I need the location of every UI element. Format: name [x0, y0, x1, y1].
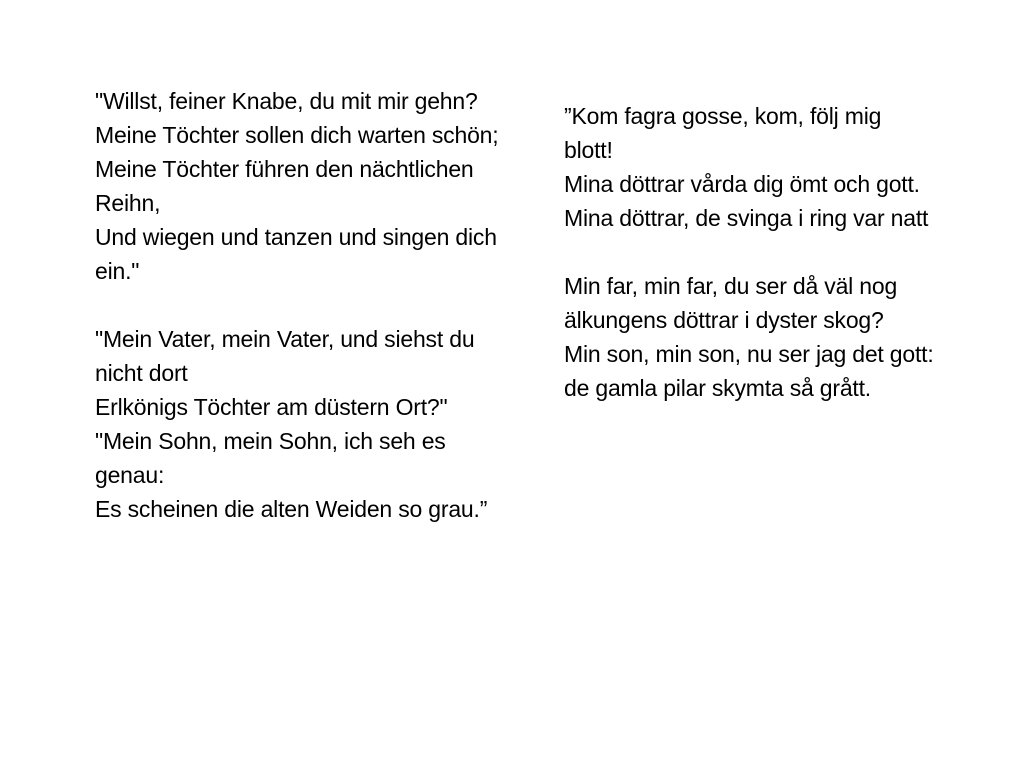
text-line: Min far, min far, du ser då väl nog — [564, 273, 898, 299]
text-line: "Willst, feiner Knabe, du mit mir gehn? — [95, 88, 478, 114]
swedish-stanza-2 — [564, 269, 934, 405]
german-stanza-2 — [95, 322, 515, 526]
swedish-text-column — [564, 99, 934, 405]
text-line: Es scheinen die alten Weiden so grau.” — [95, 496, 488, 522]
text-line: "Mein Vater, mein Vater, und siehst du nicht dort — [95, 326, 475, 386]
text-line: Und wiegen und tanzen und singen dich ein." — [95, 224, 497, 284]
text-line: de gamla pilar skymta så grått. — [564, 375, 871, 401]
text-line: älkungens döttrar i dyster skog? — [564, 307, 884, 333]
text-line: ”Kom fagra gosse, kom, följ mig blott! — [564, 103, 882, 163]
text-line: Mina döttrar vårda dig ömt och gott. — [564, 171, 920, 197]
text-line: Min son, min son, nu ser jag det gott: — [564, 341, 934, 367]
text-line: Meine Töchter führen den nächtlichen Reihn, — [95, 156, 474, 216]
text-line: Meine Töchter sollen dich warten schön; — [95, 122, 499, 148]
text-line: Mina döttrar, de svinga i ring var natt — [564, 205, 929, 231]
german-stanza-1 — [95, 84, 515, 288]
text-line: "Mein Sohn, mein Sohn, ich seh es genau: — [95, 428, 446, 488]
text-line: Erlkönigs Töchter am düstern Ort?" — [95, 394, 448, 420]
german-text-column — [95, 84, 515, 526]
swedish-stanza-1 — [564, 99, 934, 235]
